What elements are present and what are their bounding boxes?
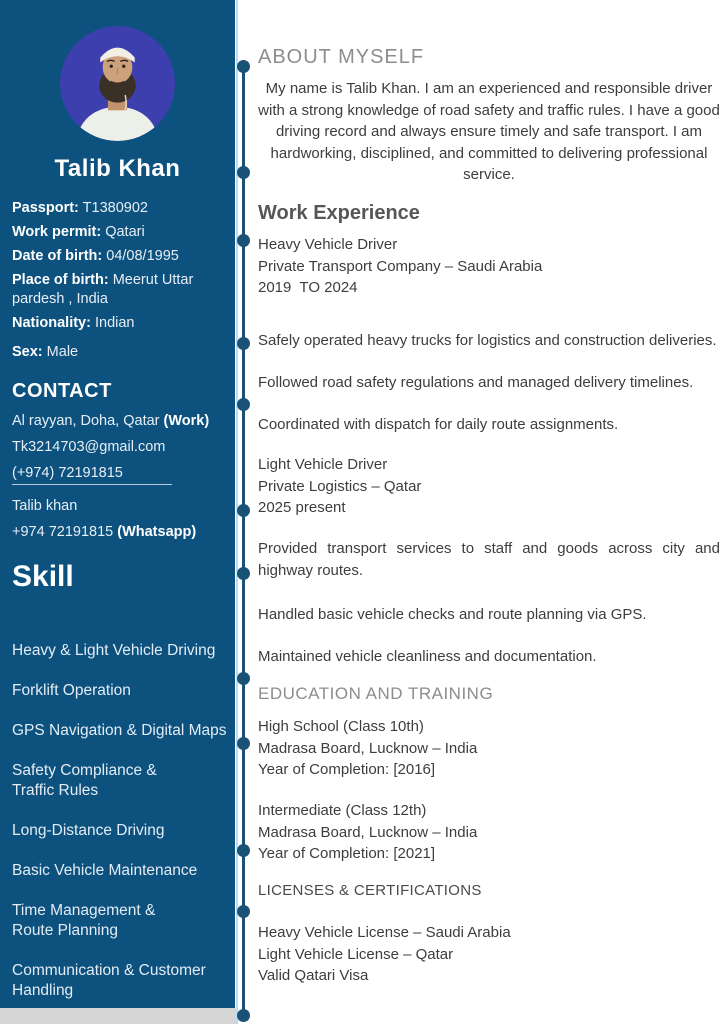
detail-label: Passport: [12, 200, 79, 216]
job-point: Safely operated heavy trucks for logistics and construction deliveries. [258, 332, 717, 349]
about-heading: ABOUT MYSELF [258, 46, 425, 68]
contact-address [12, 413, 227, 429]
candidate-name: Talib Khan [54, 155, 181, 182]
detail-label: Work permit: [12, 224, 102, 240]
job-period: 2019 TO 2024 [258, 279, 358, 296]
license-item: Heavy Vehicle License – Saudi Arabia [258, 924, 511, 941]
contact-text: (+974) 72191815 [12, 465, 172, 485]
profile-photo [60, 26, 175, 141]
timeline-dot [237, 166, 250, 179]
education-degree: Intermediate (Class 12th) [258, 802, 427, 819]
detail-value: 04/08/1995 [106, 248, 179, 264]
job-point: Coordinated with dispatch for daily route assignments. [258, 416, 619, 433]
skill-item: Time Management & Route Planning [12, 902, 156, 939]
main-content [258, 0, 720, 1024]
detail-nationality [12, 314, 223, 333]
detail-value: Qatari [105, 224, 145, 240]
skill-item: GPS Navigation & Digital Maps [12, 722, 227, 739]
detail-passport [12, 199, 223, 218]
detail-sex [12, 343, 223, 362]
job-period: 2025 present [258, 499, 346, 516]
detail-value: Male [46, 344, 79, 360]
job-company: Private Transport Company – Saudi Arabia [258, 257, 543, 275]
job-point: Followed road safety regulations and managed delivery timelines. [258, 374, 694, 391]
job-point: Handled basic vehicle checks and route planning via GPS. [258, 606, 647, 623]
timeline-dot [237, 844, 250, 857]
education-entry [258, 716, 720, 781]
education-entry [258, 800, 720, 865]
skill-item: Basic Vehicle Maintenance [12, 862, 198, 879]
timeline-dot [237, 567, 250, 580]
job-title: Light Vehicle Driver [258, 456, 388, 473]
contact-text: Tk3214703@gmail.com [12, 439, 166, 455]
contact-phone [12, 465, 227, 485]
contact-text: Al rayyan, Doha, Qatar [12, 413, 164, 429]
timeline-dot [237, 737, 250, 750]
education-school: Madrasa Board, Lucknow – India [258, 823, 478, 841]
skills-list [12, 641, 227, 1021]
page-bottom-edge [0, 1008, 236, 1024]
contact-text: Talib khan [12, 498, 78, 514]
timeline-dot [237, 234, 250, 247]
contact-text: +974 72191815 [12, 524, 118, 540]
detail-label: Sex: [12, 344, 43, 360]
contact-tag: (Work) [163, 413, 210, 429]
licenses-heading: LICENSES & CERTIFICATIONS [258, 882, 482, 899]
skill-item: Forklift Operation [12, 682, 131, 699]
contact-email [12, 439, 227, 455]
skill-item: Communication & Customer Handling [12, 962, 206, 999]
contact-whatsapp [12, 524, 227, 540]
education-school: Madrasa Board, Lucknow – India [258, 739, 478, 757]
education-heading: EDUCATION AND TRAINING [258, 684, 494, 703]
skills-heading: Skill [12, 560, 74, 593]
timeline-dot [237, 398, 250, 411]
portrait-illustration [60, 26, 175, 141]
skill-item: Long-Distance Driving [12, 822, 165, 839]
sidebar [0, 0, 235, 1008]
timeline-dot [237, 60, 250, 73]
timeline-dot [237, 672, 250, 685]
job-point: Provided transport services to staff and goods across city and highway routes. [258, 540, 720, 579]
timeline-dot [237, 337, 250, 350]
detail-label: Nationality: [12, 315, 91, 331]
skill-item: Heavy & Light Vehicle Driving [12, 642, 216, 659]
detail-value: Indian [94, 315, 135, 331]
detail-value: T1380902 [82, 200, 148, 216]
education-degree: High School (Class 10th) [258, 718, 424, 735]
job-company: Private Logistics – Qatar [258, 477, 422, 495]
education-year: Year of Completion: [2021] [258, 845, 436, 862]
job-header [258, 454, 720, 519]
education-year: Year of Completion: [2016] [258, 761, 436, 778]
detail-place-of-birth [12, 271, 223, 309]
detail-work-permit [12, 223, 223, 242]
timeline-dot [237, 905, 250, 918]
contact-alt-name [12, 498, 227, 514]
job-point: Maintained vehicle cleanliness and documentation. [258, 648, 597, 665]
detail-value: Meerut Uttar pardesh , India [12, 272, 194, 307]
job-header [258, 234, 720, 299]
skill-item: Safety Compliance & Traffic Rules [12, 762, 157, 799]
license-item: Light Vehicle License – Qatar [258, 945, 454, 963]
detail-label: Place of birth: [12, 272, 109, 288]
timeline-dot [237, 504, 250, 517]
personal-details [12, 199, 223, 367]
about-text: My name is Talib Khan. I am an experienced and responsible driver with a strong knowledge of road safety and traffic rules. I have a good driving record and always ensure timely and safe transport. I am hardworking, disciplined, and committed to delivering professional service. [258, 80, 720, 183]
contact-list [12, 413, 227, 550]
contact-tag: (Whatsapp) [117, 524, 197, 540]
licenses-list [258, 922, 720, 987]
work-experience-heading: Work Experience [258, 202, 420, 224]
timeline-line [242, 64, 245, 1017]
timeline-dot [237, 1009, 250, 1022]
detail-label: Date of birth: [12, 248, 103, 264]
license-item: Valid Qatari Visa [258, 967, 369, 984]
job-title: Heavy Vehicle Driver [258, 236, 398, 253]
detail-date-of-birth [12, 247, 223, 266]
contact-heading: CONTACT [12, 380, 112, 402]
